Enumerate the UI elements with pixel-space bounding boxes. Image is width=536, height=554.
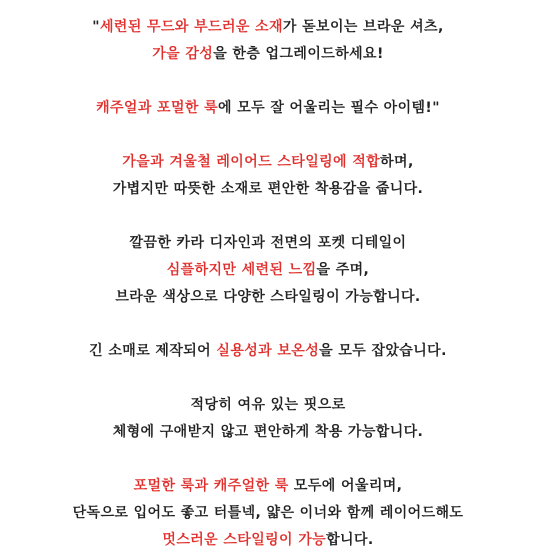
description-line [0, 95, 536, 122]
highlighted-phrase: 포멀한 룩과 캐주얼한 룩 [133, 478, 289, 494]
text-segment: 에 모두 잘 어울리는 필수 아이템!" [218, 100, 440, 116]
description-paragraph [0, 473, 536, 554]
description-paragraph [0, 14, 536, 68]
description-line [0, 41, 536, 68]
highlighted-phrase: 멋스러운 스타일링이 가능 [162, 532, 327, 548]
text-segment: 깔끔한 카라 디자인과 전면의 포켓 디테일이 [129, 235, 407, 251]
description-line [0, 473, 536, 500]
description-line [0, 230, 536, 257]
description-line [0, 149, 536, 176]
text-segment: 적당히 여유 있는 핏으로 [190, 397, 346, 413]
paragraph-gap [0, 122, 536, 149]
text-segment: 가볍지만 따뜻한 소재로 편안한 착용감을 줍니다. [112, 181, 424, 197]
text-segment: 하며, [380, 154, 414, 170]
description-paragraph [0, 338, 536, 365]
highlighted-phrase: 실용성과 보온성 [216, 343, 320, 359]
text-segment: 브라운 색상으로 다양한 스타일링이 가능합니다. [115, 289, 421, 305]
description-line [0, 392, 536, 419]
text-segment: 을 모두 잡았습니다. [319, 343, 447, 359]
text-segment: 을 주며, [316, 262, 370, 278]
paragraph-gap [0, 311, 536, 338]
paragraph-gap [0, 365, 536, 392]
text-segment: 단독으로 입어도 좋고 터틀넥, 얇은 이너와 함께 레이어드해도 [72, 505, 464, 521]
description-line [0, 14, 536, 41]
highlighted-phrase: 심플하지만 세련된 느낌 [166, 262, 317, 278]
description-paragraph [0, 230, 536, 311]
text-segment: " [92, 19, 100, 35]
text-segment: 을 한층 업그레이드하세요! [213, 46, 384, 62]
description-line [0, 338, 536, 365]
description-line [0, 500, 536, 527]
text-segment: 체형에 구애받지 않고 편안하게 착용 가능합니다. [112, 424, 424, 440]
text-segment: 긴 소매로 제작되어 [89, 343, 217, 359]
paragraph-gap [0, 446, 536, 473]
highlighted-phrase: 가을 감성 [152, 46, 214, 62]
description-line [0, 284, 536, 311]
text-segment: 가 돋보이는 브라운 셔츠, [282, 19, 444, 35]
highlighted-phrase: 가을과 겨울철 레이어드 스타일링에 적합 [122, 154, 381, 170]
paragraph-gap [0, 203, 536, 230]
text-segment: 합니다. [326, 532, 374, 548]
highlighted-phrase: 세련된 무드와 부드러운 소재 [100, 19, 283, 35]
description-line [0, 257, 536, 284]
description-line [0, 419, 536, 446]
description-paragraph [0, 149, 536, 203]
description-line [0, 527, 536, 554]
description-line [0, 176, 536, 203]
description-paragraph [0, 95, 536, 122]
text-segment: 모두에 어울리며, [288, 478, 403, 494]
description-paragraph [0, 392, 536, 446]
paragraph-gap [0, 68, 536, 95]
highlighted-phrase: 캐주얼과 포멀한 룩 [96, 100, 219, 116]
